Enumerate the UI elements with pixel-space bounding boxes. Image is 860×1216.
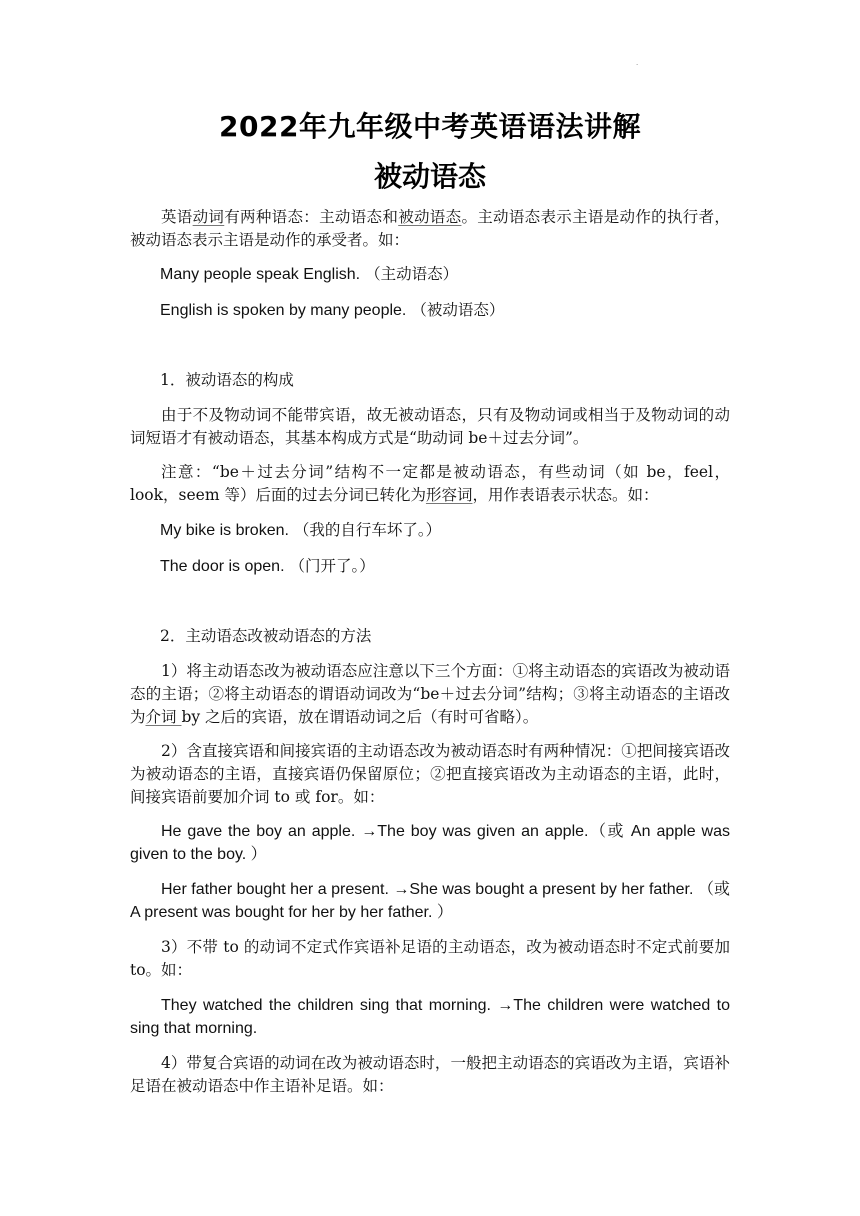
example-english: English is spoken by many people. <box>160 302 407 319</box>
rule2-example2: Her father bought her a present. →She was bought a present by her father. （或 A present was bought for her by her father. ） <box>130 881 730 921</box>
intro-text-c: 。主动语态表示主语是动作的执行者，被动语态表示主语是动作的承受者。如： <box>130 208 730 249</box>
link-passive-voice[interactable]: 被动语态 <box>398 208 462 226</box>
rule1-text-b: by 之后的宾语，放在谓语动词之后（有时可省略）。 <box>181 708 539 726</box>
example-note: （被动语态） <box>411 301 505 319</box>
rule4-paragraph: 4）带复合宾语的动词在改为被动语态时，一般把主动语态的宾语改为主语，宾语补足语在被动语态中作主语补足语。如： <box>130 1054 730 1095</box>
rule2-paragraph: 2）含直接宾语和间接宾语的主动语态改为被动语态时有两种情况：①把间接宾语改为被动语态的主语，直接宾语仍保留原位；②把直接宾语改为主动语态的主语，此时，间接宾语前要加介词 to 或 for。如： <box>130 742 730 806</box>
note-text-a: 注意：“be＋过去分词”结构不一定都是被动语态，有些动词（如 be，feel，look，seem 等）后面的过去分词已转化为 <box>130 463 730 504</box>
example-note: （我的自行车坏了。） <box>293 521 442 539</box>
section1-paragraph1: 由于不及物动词不能带宾语，故无被动语态，只有及物动词或相当于及物动词的动词短语才有被动语态，其基本构成方式是“助动词 be＋过去分词”。 <box>130 406 730 447</box>
example-english: My bike is broken. <box>160 522 289 539</box>
intro-paragraph <box>130 206 730 252</box>
rule2-example1: He gave the boy an apple. →The boy was given an apple.（或 An apple was given to the boy. ） <box>130 823 730 863</box>
intro-text-b: 有两种语态：主动语态和 <box>224 208 399 226</box>
example-open <box>130 555 730 578</box>
link-verb[interactable]: 动词 <box>192 208 225 226</box>
example-passive <box>130 299 730 322</box>
note-text-b: ，用作表语表示状态。如： <box>472 486 659 504</box>
rule1-text-a: 1）将主动语态改为被动语态应注意以下三个方面：①将主动语态的宾语改为被动语态的主语；②将主动语态的谓语动词改为“be＋过去分词”结构；③将主动语态的主语改为 <box>130 662 730 726</box>
page-title: 2022年九年级中考英语语法讲解 <box>219 110 641 143</box>
corner-mark: . <box>636 58 639 67</box>
page-subtitle: 被动语态 <box>373 160 486 193</box>
intro-text-a: 英语 <box>161 208 193 226</box>
example-note: （主动语态） <box>365 265 459 283</box>
rule3-paragraph: 3）不带 to 的动词不定式作宾语补足语的主动语态，改为被动语态时不定式前要加 to。如： <box>130 938 730 979</box>
section1-heading: 1．被动语态的构成 <box>160 371 294 389</box>
rule3-example1: They watched the children sing that morning. →The children were watched to sing that morning. <box>130 997 730 1037</box>
example-english: Many people speak English. <box>160 266 361 283</box>
example-english: The door is open. <box>160 558 285 575</box>
section1-paragraph2 <box>130 461 730 507</box>
example-note: （门开了。） <box>289 557 375 575</box>
rule1-paragraph <box>130 660 730 729</box>
section2-heading: 2．主动语态改被动语态的方法 <box>160 627 372 645</box>
example-active <box>130 263 730 286</box>
link-adjective[interactable]: 形容词 <box>425 486 473 504</box>
link-preposition[interactable]: 介词 <box>145 708 182 726</box>
example-broken <box>130 519 730 542</box>
